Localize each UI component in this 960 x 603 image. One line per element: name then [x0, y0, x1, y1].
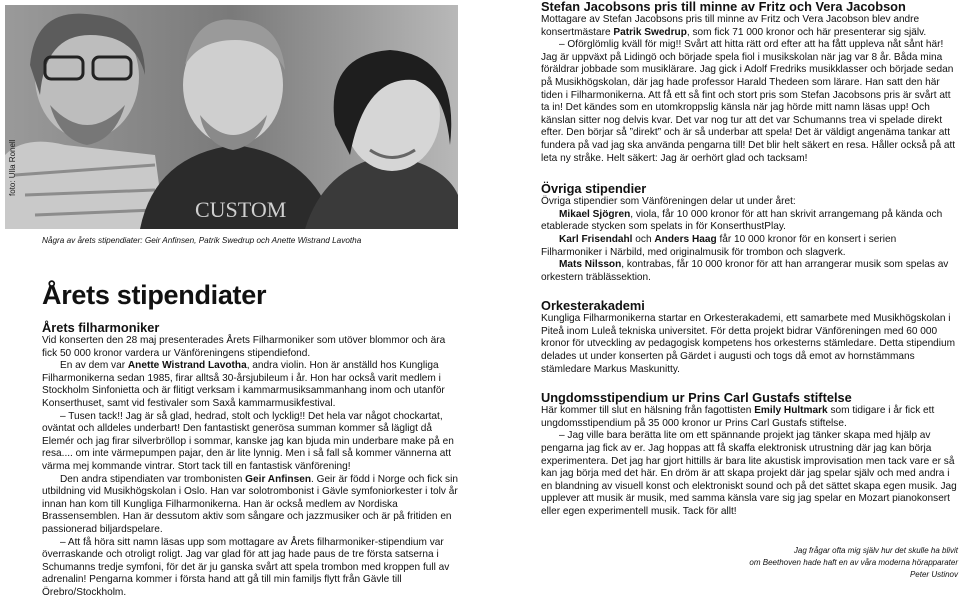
page-title: Årets stipendiater	[42, 280, 267, 310]
recipient-name: Emily Hultmark	[754, 405, 828, 417]
paragraph: Kungliga Filharmonikerna startar en Orkesterakademi, ett samarbete med Musikhögskolan i Piteå inom Luleå tekniska universitet. För detta projekt bidrar Vänföreningen med 60 000 kronor för utveckling av pedagogisk kompetens hos orkesterns stämledare. Detta stipendium delades ut under konserten på Gärdet i augusti och togs då emot av hornstämmans stämledare Markus Maskunitty.	[541, 313, 956, 375]
recipient-name: Mikael Sjögren	[559, 208, 631, 220]
recipient-name: Karl Frisendahl	[559, 233, 633, 245]
paragraph: – Jag ville bara berätta lite om ett spännande projekt jag tänker skapa med hjälp av pengarna jag fick av er. Jag hoppas att få skaffa elektronisk utrustning där jag kan börja experimentera. Det jag har gjort hittills är bara lite akustisk improvisation men tack vare er så kan jag börja med det här. En dröm är att skapa projekt där jag spelar själv och med andra i en blandning av visuell konst och elektroniskt sound och på det sättet skapa egen musik. Jag upplever att musik är musik, med samma känsla vare sig jag spelar en Mozart pianokonsert eller egen experimentell musik. Tack för allt!	[541, 430, 957, 517]
recipient-name: Anders Haag	[654, 233, 717, 245]
paragraph: – Att få höra sitt namn läsas upp som mottagare av Årets filharmoniker-stipendium var överraskande och otroligt roligt. Jag var glad för att jag hade paus de tre första satserna i Schumanns tredje symfoni, för det är ju ganska svårt att spela trombon med kroppen full av adrenalin! Pengarna kommer i första hand att gå till min familjs flytt från Gävle till Örebro/Stockholm.	[42, 536, 450, 598]
left-column	[42, 320, 459, 599]
photo-caption: Några av årets stipendiater: Geir Anfinsen, Patrik Swedrup och Anette Wistrand Lavotha	[42, 236, 362, 245]
paragraph: Övriga stipendier som Vänföreningen delar ut under året:	[541, 196, 796, 208]
shirt-print: CUSTOM	[195, 197, 287, 222]
photo-credit: foto: Ulla Ronell	[8, 139, 17, 196]
paragraph: Karl Frisendahl och Anders Haag får 10 000 kronor för en konsert i serien Filharmoniker i Närbild, med originalmusik för trombon och slagverk.	[541, 233, 897, 258]
section-heading-ovriga: Övriga stipendier	[541, 181, 647, 197]
section-heading-ungdomsstipendium: Ungdomsstipendium ur Prins Carl Gustafs stiftelse	[541, 390, 852, 406]
right-column	[541, 0, 959, 519]
paragraph: Mats Nilsson, kontrabas, får 10 000 kronor för att han arrangerar musik som spelas av orkestern träblässektion.	[541, 259, 949, 283]
section-heading-orkesterakademi: Orkesterakademi	[541, 298, 645, 314]
recipient-name: Geir Anfinsen	[245, 473, 311, 485]
paragraph: Vid konserten den 28 maj presenterades Årets Filharmoniker som utöver blommor och ära fick 50 000 kronor vardera ur Vänföreningens stipendiefond.	[42, 335, 446, 359]
quote-line: om Beethoven hade haft en av våra moderna hörapparater	[749, 558, 958, 567]
paragraph: Mikael Sjögren, viola, får 10 000 kronor för att han skrivit arrangemang på kända och etablerade stycken som spelats in för KonserthustPlay.	[541, 208, 943, 233]
paragraph: – Tusen tack!! Jag är så glad, hedrad, stolt och lycklig!! Det hela var något chockartat, oväntat och alldeles underbart! Den fantastiskt generösa summan kommer så lägligt då Elemér och jag firar silverbröllop i sommar, kanske jag kan bjuda min underbare make på en resa.... om inte värmepumpen pajar, den är lite lynnig. Men i så fall så kommer vännerna att värma mej kommande vintrar. Stort tack till en fantastisk vänförening!	[42, 410, 454, 472]
quote-line: Jag frågar ofta mig själv hur det skulle ha blivit	[793, 546, 958, 555]
paragraph: Mottagare av Stefan Jacobsons pris till minne av Fritz och Vera Jacobson blev andre konsertmästare Patrik Swedrup, som fick 71 000 kronor och här presenterar sig själv.	[541, 14, 927, 38]
recipient-name: Mats Nilsson	[559, 259, 622, 271]
group-photo	[5, 5, 458, 229]
recipient-name: Patrik Swedrup	[613, 26, 687, 38]
paragraph: Den andra stipendiaten var trombonisten Geir Anfinsen. Geir är född i Norge och fick sin utbildning vid Musikhögskolan i Oslo. Han var solotrombonist i Gävle symfoniorkester i tolv år innan han kom till Kungliga Filharmonikerna. Han är också medlem av Nordiska Brassensemblen. Han är dessutom aktiv som sångare och jazzmusiker och är på fritiden en passionerad biljardspelare.	[42, 473, 458, 535]
group-photo-illustration	[5, 5, 458, 229]
recipient-name: Anette Wistrand Lavotha	[127, 360, 247, 372]
section-heading-filharmoniker: Årets filharmoniker	[42, 320, 160, 335]
closing-quote	[700, 545, 958, 581]
section-heading-jacobson: Stefan Jacobsons pris till minne av Fritz och Vera Jacobson	[541, 0, 906, 14]
paragraph: Här kommer till slut en hälsning från fagottisten Emily Hultmark som tidigare i år fick ett ungdomsstipendium på 35 000 kronor ur Prins Carl Gustafs stiftelse.	[541, 405, 935, 429]
paragraph: En av dem var Anette Wistrand Lavotha, andra violin. Hon är anställd hos Kungliga Filharmonikerna sedan 1985, firar alltså 30-årsjubileum i år. Hon har också varit medlem i Stockholm Sinfonietta och är flitigt verksam i kammarmusiksammanhang inom och utanför Konserthuset, samt vid festivaler som Saxå kammarmusikfestival.	[42, 360, 445, 409]
quote-author: Peter Ustinov	[909, 570, 958, 579]
paragraph: – Oförglömlig kväll för mig!! Svårt att hitta rätt ord efter att ha fått uppleva nåt sånt här! Jag är uppväxt på Lidingö och började spela fiol i musikskolan när jag var 8 år. Båda mina föräldrar jobbade som musiklärare. Jag gick i Adolf Fredriks musikklasser och började sedan på Musikhögskolan, där jag hade professor Harald Thedeen som lärare. Han satt den här tiden i Filharmonikerna. Att få ett så fint och stort pris som Stefan Jacobsons pris är svårt att ta in! Det kändes som en utomkroppslig känsla när jag hörde mitt namn läsas upp! Och känslan sitter nog delvis kvar. Det var nog tur att det var Schumanns trea vi spelade direkt efter. Den börjar så ”direkt” och är så underbar att spela! Det är väldigt angenäma tankar att fundera på vad jag ska använda pengarna till! Det blir helt säkert en resa. Håller också på att leta ny stråke. Helt säkert: Jag är oerhört glad och tacksam!	[541, 39, 956, 164]
